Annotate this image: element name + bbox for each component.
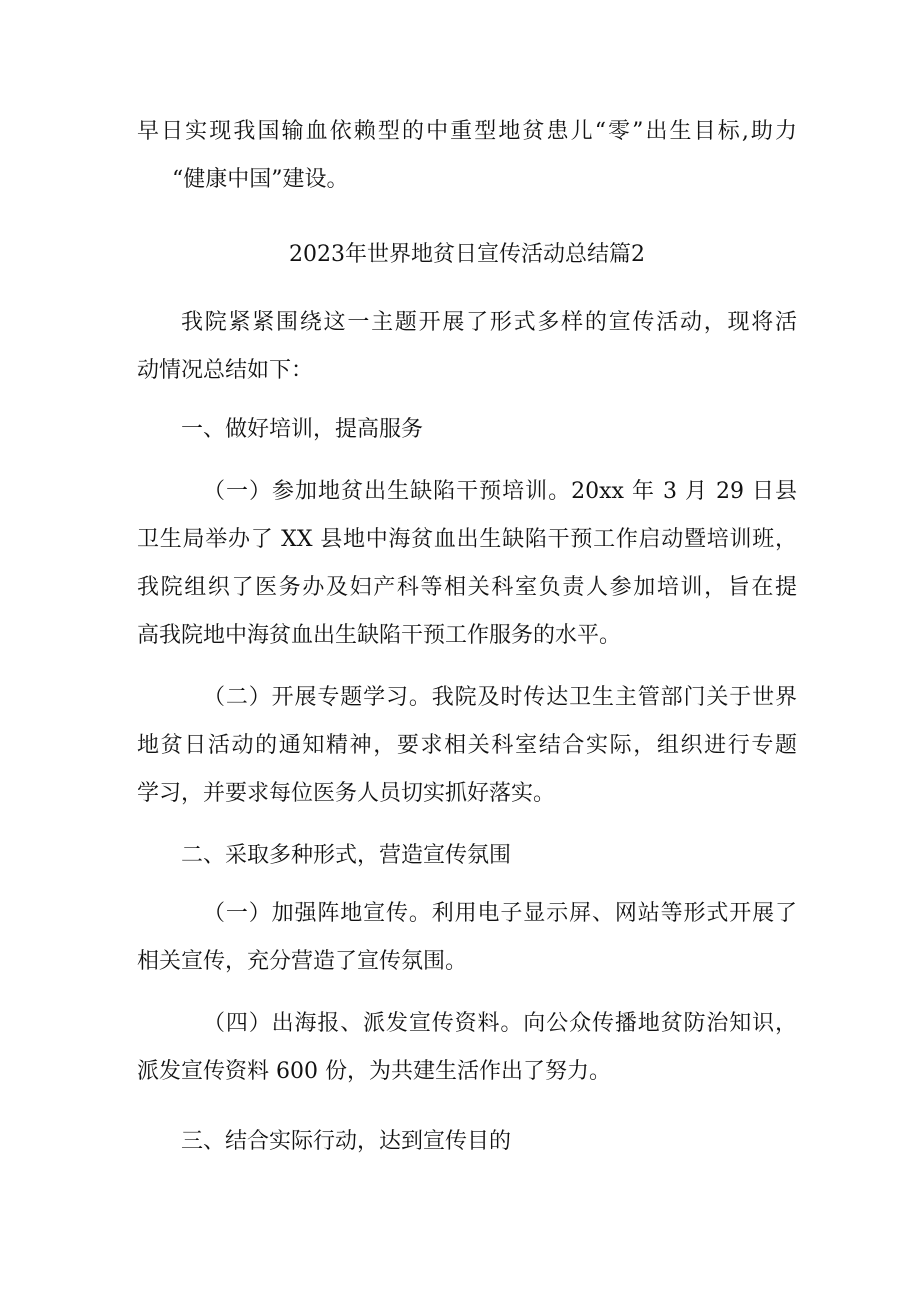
paragraph-line: 卫生局举办了 XX 县地中海贫血出生缺陷干预工作启动暨培训班， [137, 527, 797, 552]
paragraph-line: 动情况总结如下： [137, 358, 314, 383]
paragraph-line: 地贫日活动的通知精神，要求相关科室结合实际，组织进行专题 [137, 733, 797, 758]
paragraph-line: 相关宣传，充分营造了宣传氛围。 [137, 949, 468, 974]
heading-1: 一、做好培训，提高服务 [181, 417, 424, 442]
paragraph-line: （一）参加地贫出生缺陷干预培训。20xx 年 3 月 29 日县 [203, 479, 797, 504]
section-title: 2023年世界地贫日宣传活动总结篇2 [289, 242, 645, 267]
paragraph-line: （四）出海报、派发宣传资料。向公众传播地贫防治知识， [203, 1011, 797, 1036]
paragraph-line: 高我院地中海贫血出生缺陷干预工作服务的水平。 [137, 623, 622, 648]
paragraph-line: 我院紧紧围绕这一主题开展了形式多样的宣传活动，现将活 [181, 310, 797, 335]
paragraph-line: 学习，并要求每位医务人员切实抓好落实。 [137, 781, 556, 806]
heading-2: 二、采取多种形式，营造宣传氛围 [181, 843, 512, 868]
paragraph-line: 派发宣传资料 600 份，为共建生活作出了努力。 [137, 1059, 611, 1084]
paragraph-line: 早日实现我国输血依赖型的中重型地贫患儿“零”出生目标,助力 [137, 119, 797, 144]
paragraph-line: （二）开展专题学习。我院及时传达卫生主管部门关于世界 [203, 685, 797, 710]
paragraph-line: “健康中国”建设。 [172, 167, 349, 192]
paragraph-line: 我院组织了医务办及妇产科等相关科室负责人参加培训，旨在提 [137, 575, 797, 600]
paragraph-line: （一）加强阵地宣传。利用电子显示屏、网站等形式开展了 [203, 901, 797, 926]
heading-3: 三、结合实际行动，达到宣传目的 [181, 1129, 512, 1154]
